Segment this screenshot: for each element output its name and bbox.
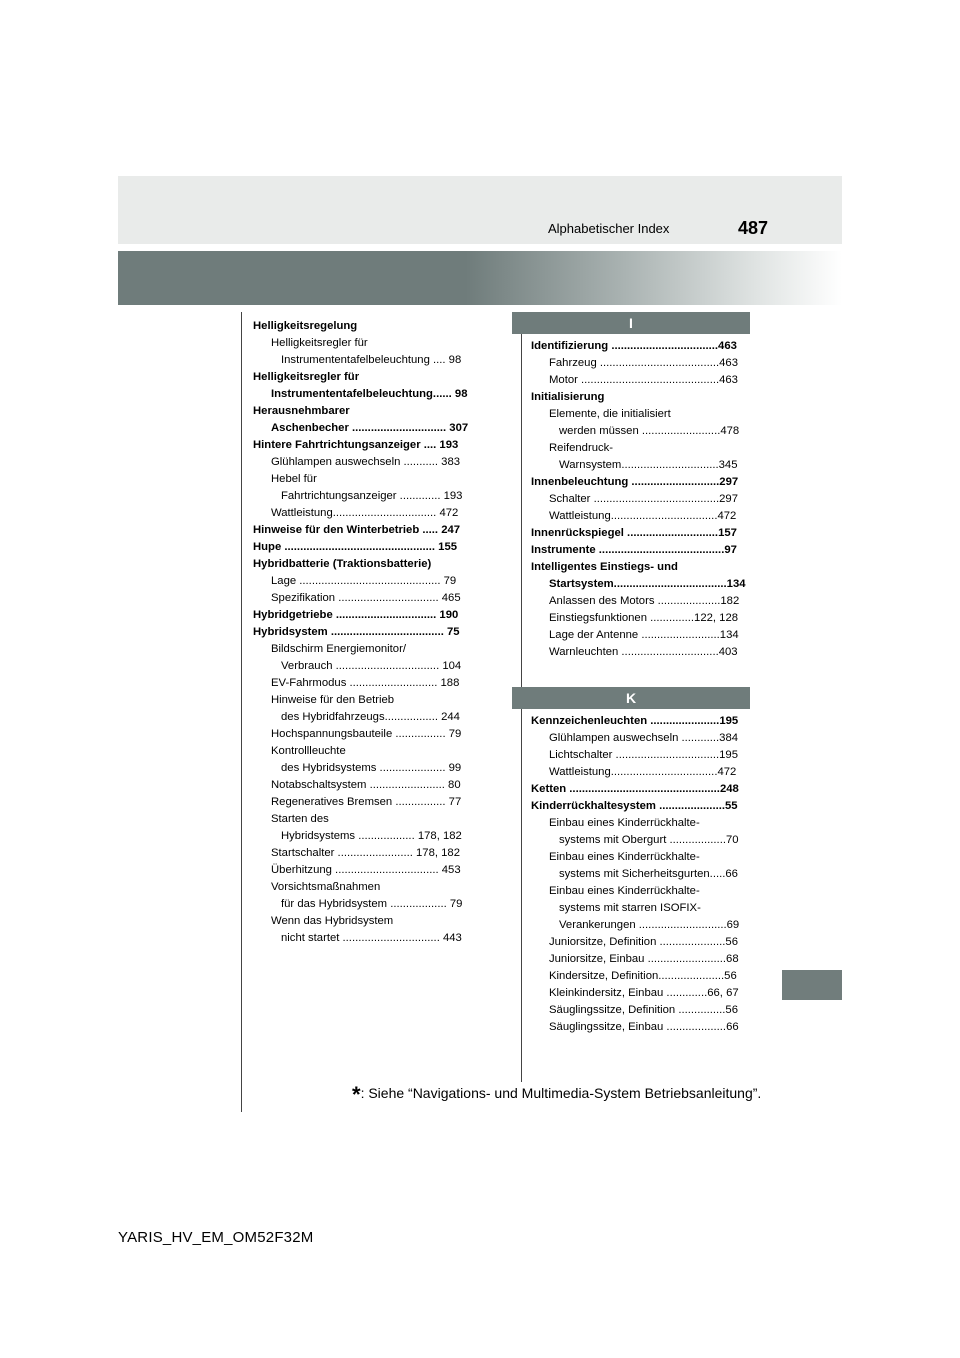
index-entry: Startschalter ........................ 178, 182 xyxy=(271,847,460,859)
index-entry: Wattleistung..................................472 xyxy=(549,766,737,778)
index-entry: Wenn das Hybridsystem xyxy=(271,915,394,927)
index-entry: Ketten ................................................248 xyxy=(531,783,739,795)
index-entry: Helligkeitsregelung xyxy=(253,320,358,332)
index-entry: Vorsichtsmaßnahmen xyxy=(271,881,381,893)
letter-heading-i: I xyxy=(512,312,750,334)
index-entry: Motor ............................................463 xyxy=(549,374,738,386)
index-entry: Einstiegsfunktionen ..............122, 128 xyxy=(549,612,739,624)
index-entry: Kontrollleuchte xyxy=(271,745,346,757)
index-entry: Lage der Antenne .........................134 xyxy=(549,629,739,641)
index-entry: Aschenbecher .............................. 307 xyxy=(271,422,469,434)
index-entry: Spezifikation ................................ 465 xyxy=(271,592,461,604)
index-entry: Regeneratives Bremsen ................ 77 xyxy=(271,796,462,808)
index-entry: Hinweise für den Winterbetrieb ..... 247 xyxy=(253,524,461,536)
index-entry: Glühlampen auswechseln ........... 383 xyxy=(271,456,461,468)
index-entry: Säuglingssitze, Einbau ...................66 xyxy=(549,1021,739,1033)
index-entry: Instrumententafelbeleuchtung .... 98 xyxy=(281,354,462,366)
footnote-text: : Siehe “Navigations- und Multimedia-System Betriebsanleitung”. xyxy=(360,1085,762,1101)
index-entry: Warnleuchten ...............................403 xyxy=(549,646,738,658)
index-entry: Identifizierung ..................................463 xyxy=(531,340,737,352)
index-entry: Instrumente ........................................97 xyxy=(531,544,737,556)
index-entry: Warnsystem...............................345 xyxy=(559,459,738,471)
footnote-star: * xyxy=(352,1082,361,1107)
index-entry: Kennzeichenleuchten ......................195 xyxy=(531,715,739,727)
right-index-column xyxy=(512,312,750,1036)
index-entry: Initialisierung xyxy=(531,391,605,403)
index-entry: werden müssen .........................478 xyxy=(559,425,740,437)
index-entry: systems mit Sicherheitsgurten.....66 xyxy=(559,868,738,880)
index-entry: Innenbeleuchtung ............................297 xyxy=(531,476,739,488)
section-title: Alphabetischer Index xyxy=(548,221,670,236)
index-entry: des Hybridsystems ..................... 99 xyxy=(281,762,462,774)
index-entry: Kleinkindersitz, Einbau .............66, 67 xyxy=(549,987,739,999)
index-entry: Hybridbatterie (Traktionsbatterie) xyxy=(253,558,432,570)
index-entry: Intelligentes Einstiegs- und xyxy=(531,561,678,573)
index-entry: Lage ............................................. 79 xyxy=(271,575,457,587)
index-entry: Hinweise für den Betrieb xyxy=(271,694,395,706)
index-entry: Glühlampen auswechseln ............384 xyxy=(549,732,739,744)
index-entry: Reifendruck- xyxy=(549,442,614,454)
index-entry: für das Hybridsystem .................. 79 xyxy=(281,898,463,910)
index-entry: Säuglingssitze, Definition ...............56 xyxy=(549,1004,739,1016)
left-index-column xyxy=(253,318,473,947)
index-entry: Verbrauch ................................. 104 xyxy=(281,660,462,672)
index-entry: systems mit Obergurt ..................70 xyxy=(559,834,739,846)
index-entry: Überhitzung ................................. 453 xyxy=(271,864,461,876)
letter-heading-k: K xyxy=(512,687,750,709)
thumb-index-tab[interactable] xyxy=(782,970,842,1000)
index-entry: Hybridgetriebe ................................ 190 xyxy=(253,609,459,621)
index-entry: Fahrtrichtungsanzeiger ............. 193 xyxy=(281,490,463,502)
index-entry: Fahrzeug ......................................463 xyxy=(549,357,738,369)
index-entry: Notabschaltsystem ........................ 80 xyxy=(271,779,461,791)
index-entry: Hochspannungsbauteile ................ 79 xyxy=(271,728,462,740)
index-entry: Startsystem....................................134 xyxy=(549,578,746,590)
index-entry: Anlassen des Motors ....................182 xyxy=(549,595,740,607)
index-entry: Hybridsystems .................. 178, 182 xyxy=(281,830,462,842)
index-entry: Helligkeitsregler für xyxy=(271,337,368,349)
index-entry: des Hybridfahrzeugs................. 244 xyxy=(281,711,460,723)
index-entry: Bildschirm Energiemonitor/ xyxy=(271,643,406,655)
index-entry: Wattleistung..................................472 xyxy=(549,510,737,522)
index-entry: Starten des xyxy=(271,813,329,825)
index-entry: Kinderrückhaltesystem .....................55 xyxy=(531,800,738,812)
index-entry: Helligkeitsregler für xyxy=(253,371,360,383)
left-margin-rule xyxy=(241,312,242,1112)
index-entry: Herausnehmbarer xyxy=(253,405,350,417)
gradient-band xyxy=(118,251,842,305)
index-entry: Juniorsitze, Einbau .........................68 xyxy=(549,953,739,965)
footnote xyxy=(352,1082,761,1108)
document-code: YARIS_HV_EM_OM52F32M xyxy=(118,1229,314,1246)
index-entry: Hupe ................................................ 155 xyxy=(253,541,458,553)
index-entry: Lichtschalter .................................195 xyxy=(549,749,738,761)
index-entry: Einbau eines Kinderrückhalte- xyxy=(549,817,700,829)
letter-section-k xyxy=(512,713,750,1036)
index-entry: Kindersitze, Definition.....................56 xyxy=(549,970,737,982)
index-entry: Hintere Fahrtrichtungsanzeiger .... 193 xyxy=(253,439,459,451)
index-entry: Juniorsitze, Definition .....................56 xyxy=(549,936,738,948)
index-entry: Einbau eines Kinderrückhalte- xyxy=(549,851,700,863)
index-entry: Innenrückspiegel .............................157 xyxy=(531,527,737,539)
index-entry: Instrumententafelbeleuchtung...... 98 xyxy=(271,388,468,400)
index-entry: EV-Fahrmodus ............................ 188 xyxy=(271,677,460,689)
index-entry: Wattleistung................................. 472 xyxy=(271,507,459,519)
index-entry: Einbau eines Kinderrückhalte- xyxy=(549,885,700,897)
index-entry: Schalter ........................................297 xyxy=(549,493,738,505)
index-entry: Hybridsystem .................................... 75 xyxy=(253,626,460,638)
index-entry: systems mit starren ISOFIX- xyxy=(559,902,701,914)
index-entry: Verankerungen ............................69 xyxy=(559,919,740,931)
letter-section-i xyxy=(512,338,750,661)
page-number: 487 xyxy=(738,218,769,238)
index-entry: Elemente, die initialisiert xyxy=(549,408,671,420)
header-band xyxy=(118,176,842,244)
index-entry: Hebel für xyxy=(271,473,317,485)
index-entry: nicht startet ............................... 443 xyxy=(281,932,462,944)
